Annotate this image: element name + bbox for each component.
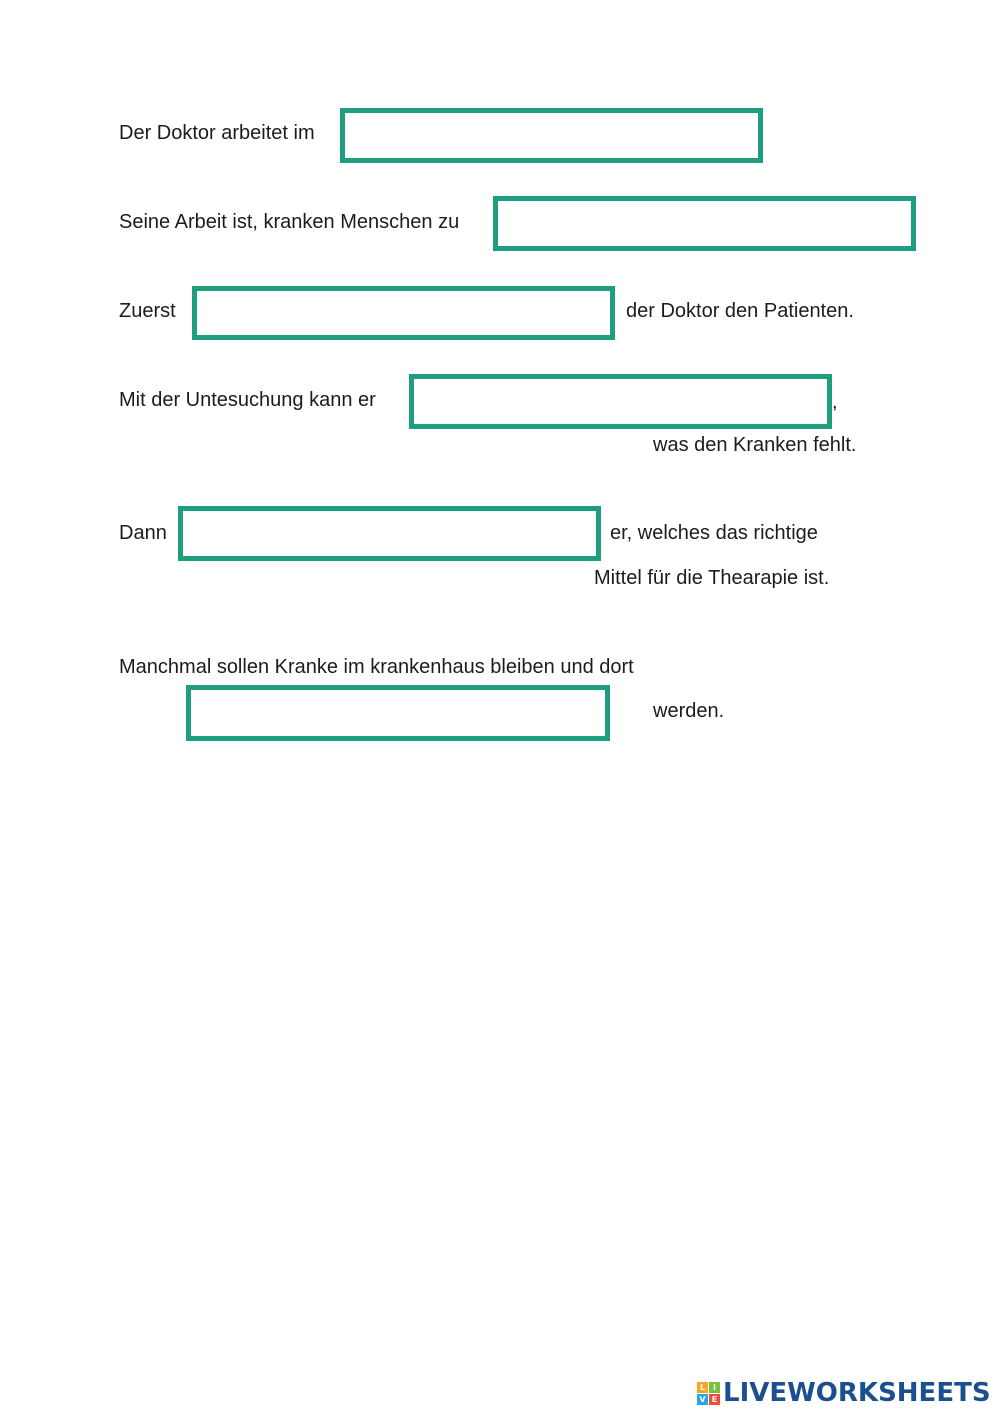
answer-gap-6-input[interactable] [186, 685, 610, 741]
logo-letter-l: L [697, 1382, 708, 1393]
answer-gap-2-input[interactable] [493, 196, 916, 251]
sentence-4-start-text: Mit der Untesuchung kann er [119, 389, 376, 411]
sentence-6-start-text: Manchmal sollen Kranke im krankenhaus bleiben und dort [119, 656, 634, 678]
answer-gap-3-input[interactable] [192, 286, 615, 340]
sentence-3-start-text: Zuerst [119, 300, 176, 322]
sentence-2-text: Seine Arbeit ist, kranken Menschen zu [119, 211, 460, 233]
answer-gap-1-input[interactable] [340, 108, 763, 163]
logo-wordmark: LIVEWORKSHEETS [723, 1378, 991, 1408]
sentence-5-end-text: er, welches das richtige [610, 522, 818, 544]
sentence-5-continuation-text: Mittel für die Thearapie ist. [594, 567, 830, 589]
sentence-5-start-text: Dann [119, 522, 167, 544]
answer-gap-5-input[interactable] [178, 506, 601, 561]
logo-letter-e: E [709, 1394, 720, 1405]
answer-gap-4-input[interactable] [409, 374, 832, 429]
logo-mark-icon [697, 1382, 720, 1405]
liveworksheets-logo [697, 1376, 991, 1410]
sentence-3-end-text: der Doktor den Patienten. [626, 300, 854, 322]
logo-letter-v: V [697, 1394, 708, 1405]
sentence-4-continuation-text: was den Kranken fehlt. [653, 434, 857, 456]
sentence-6-end-text: werden. [653, 700, 725, 722]
logo-letter-i: i [709, 1382, 720, 1393]
sentence-1-text: Der Doktor arbeitet im [119, 122, 315, 144]
sentence-4-comma: , [832, 391, 838, 413]
